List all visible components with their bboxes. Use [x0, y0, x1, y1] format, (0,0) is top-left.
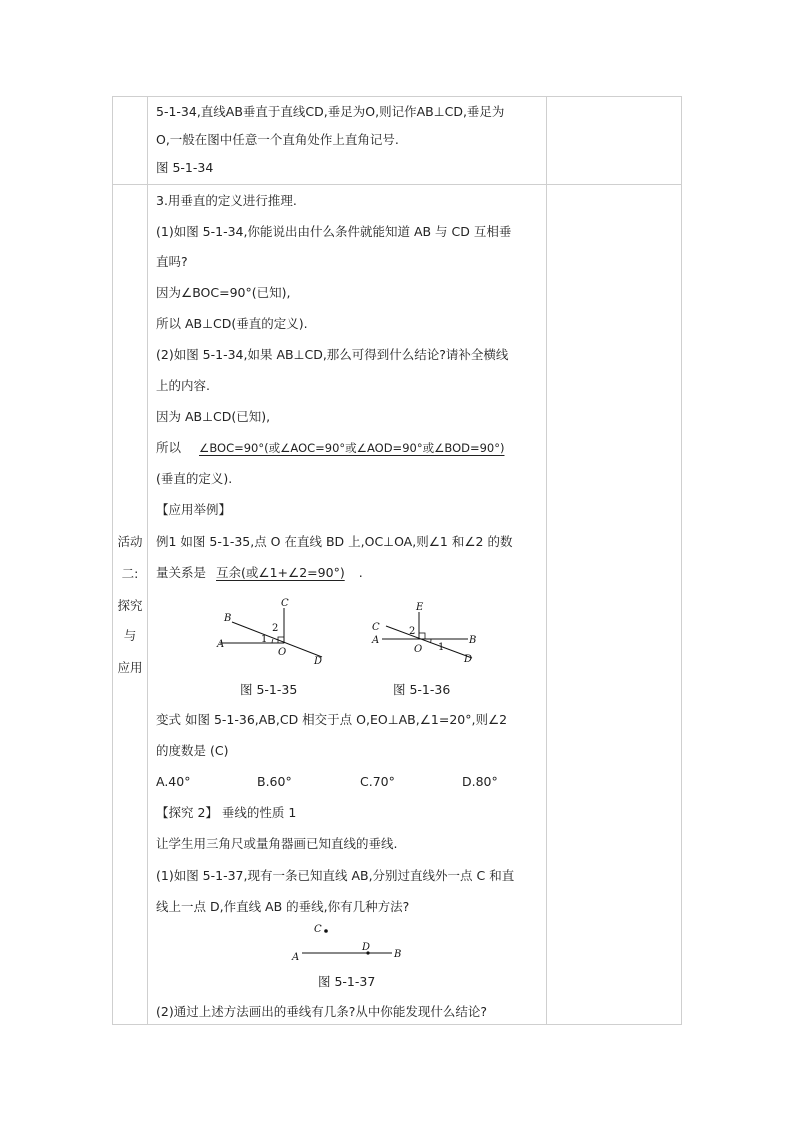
- content-line-2: (1)如图 5-1-34,你能说出由什么条件就能知道 AB 与 CD 互相垂: [156, 224, 512, 239]
- fig35-label-b: B: [224, 613, 232, 624]
- fill-in-answer-1: ∠BOC=90°(或∠AOC=90°或∠AOD=90°或∠BOD=90°): [199, 441, 505, 455]
- fig36-label-e: E: [416, 602, 424, 613]
- content-line-19: 线上一点 D,作直线 AB 的垂线,你有几种方法?: [156, 899, 410, 914]
- fig37-label-c: C: [314, 924, 322, 935]
- section-label-5: 应用: [117, 660, 143, 675]
- content-line-13-prefix: 量关系是: [156, 565, 207, 580]
- content-line-7: 上的内容.: [156, 378, 210, 393]
- fig36-angle-2: 2: [409, 626, 416, 637]
- section-label-2: 二:: [121, 566, 139, 581]
- content-line-17: 让学生用三角尺或量角器画已知直线的垂线.: [156, 836, 398, 851]
- content-line-13-suffix: .: [358, 565, 363, 580]
- figure-5-1-35-caption: 图 5-1-35: [240, 682, 298, 697]
- section-label-1: 活动: [117, 534, 143, 549]
- option-b: B.60°: [257, 774, 292, 789]
- fig36-label-c: C: [372, 622, 380, 633]
- content-line-1: 3.用垂直的定义进行推理.: [156, 193, 297, 208]
- table-row-divider: [113, 184, 681, 185]
- option-d: D.80°: [462, 774, 498, 789]
- fig37-label-b: B: [394, 949, 402, 960]
- fig35-angle-1: 1: [261, 634, 268, 645]
- content-line-5: 所以 AB⊥CD(垂直的定义).: [156, 316, 308, 331]
- fig36-label-d: D: [464, 654, 473, 665]
- fig36-angle-1: 1: [438, 642, 445, 653]
- table-column-divider-1: [147, 97, 148, 1024]
- figure-5-1-37: [290, 920, 410, 966]
- content-line-11: 【应用举例】: [156, 502, 232, 517]
- content-line-9-prefix: 所以: [156, 440, 182, 455]
- fig37-label-d: D: [362, 942, 371, 953]
- content-line-3: 直吗?: [156, 254, 188, 269]
- content-line-20: (2)通过上述方法画出的垂线有几条?从中你能发现什么结论?: [156, 1004, 487, 1019]
- figure-5-1-37-caption: 图 5-1-37: [318, 974, 376, 989]
- content-line-8: 因为 AB⊥CD(已知),: [156, 409, 271, 424]
- content-line-4: 因为∠BOC=90°(已知),: [156, 285, 291, 300]
- content-line-9: [156, 440, 504, 456]
- content-line-10: (垂直的定义).: [156, 471, 233, 486]
- section-label-4: 与: [123, 628, 137, 643]
- content-line-14: 变式 如图 5-1-36,AB,CD 相交于点 O,EO⊥AB,∠1=20°,则∠2: [156, 712, 508, 727]
- content-line-15: 的度数是 (C): [156, 743, 229, 758]
- fill-in-answer-2: 互余(或∠1+∠2=90°): [216, 565, 345, 580]
- content-line-13: [156, 565, 363, 581]
- fig37-label-a: A: [292, 952, 300, 963]
- content-line-6: (2)如图 5-1-34,如果 AB⊥CD,那么可得到什么结论?请补全横线: [156, 347, 509, 362]
- fig35-label-o: O: [278, 647, 287, 658]
- content-line-18: (1)如图 5-1-37,现有一条已知直线 AB,分别过直线外一点 C 和直: [156, 868, 515, 883]
- figure-5-1-35: [212, 596, 342, 672]
- fig36-label-o: O: [414, 644, 423, 655]
- fig36-label-a: A: [372, 635, 380, 646]
- fig36-label-b: B: [469, 635, 477, 646]
- content-line-16: 【探究 2】 垂线的性质 1: [156, 805, 297, 820]
- fig35-label-d: D: [314, 656, 323, 667]
- fig35-angle-2: 2: [272, 623, 279, 634]
- content-line-12: 例1 如图 5-1-35,点 O 在直线 BD 上,OC⊥OA,则∠1 和∠2 的数: [156, 534, 513, 549]
- row1-line2: O,一般在图中任意一个直角处作上直角记号.: [156, 132, 399, 147]
- row1-caption: 图 5-1-34: [156, 160, 214, 175]
- table-column-divider-2: [546, 97, 547, 1024]
- option-a: A.40°: [156, 774, 191, 789]
- row1-line1: 5-1-34,直线AB垂直于直线CD,垂足为O,则记作AB⊥CD,垂足为: [156, 104, 505, 119]
- figure-5-1-36-caption: 图 5-1-36: [393, 682, 451, 697]
- fig35-label-a: A: [217, 639, 225, 650]
- figure-5-1-36: [364, 598, 494, 672]
- section-label-3: 探究: [117, 598, 143, 613]
- option-c: C.70°: [360, 774, 395, 789]
- fig35-label-c: C: [281, 598, 289, 609]
